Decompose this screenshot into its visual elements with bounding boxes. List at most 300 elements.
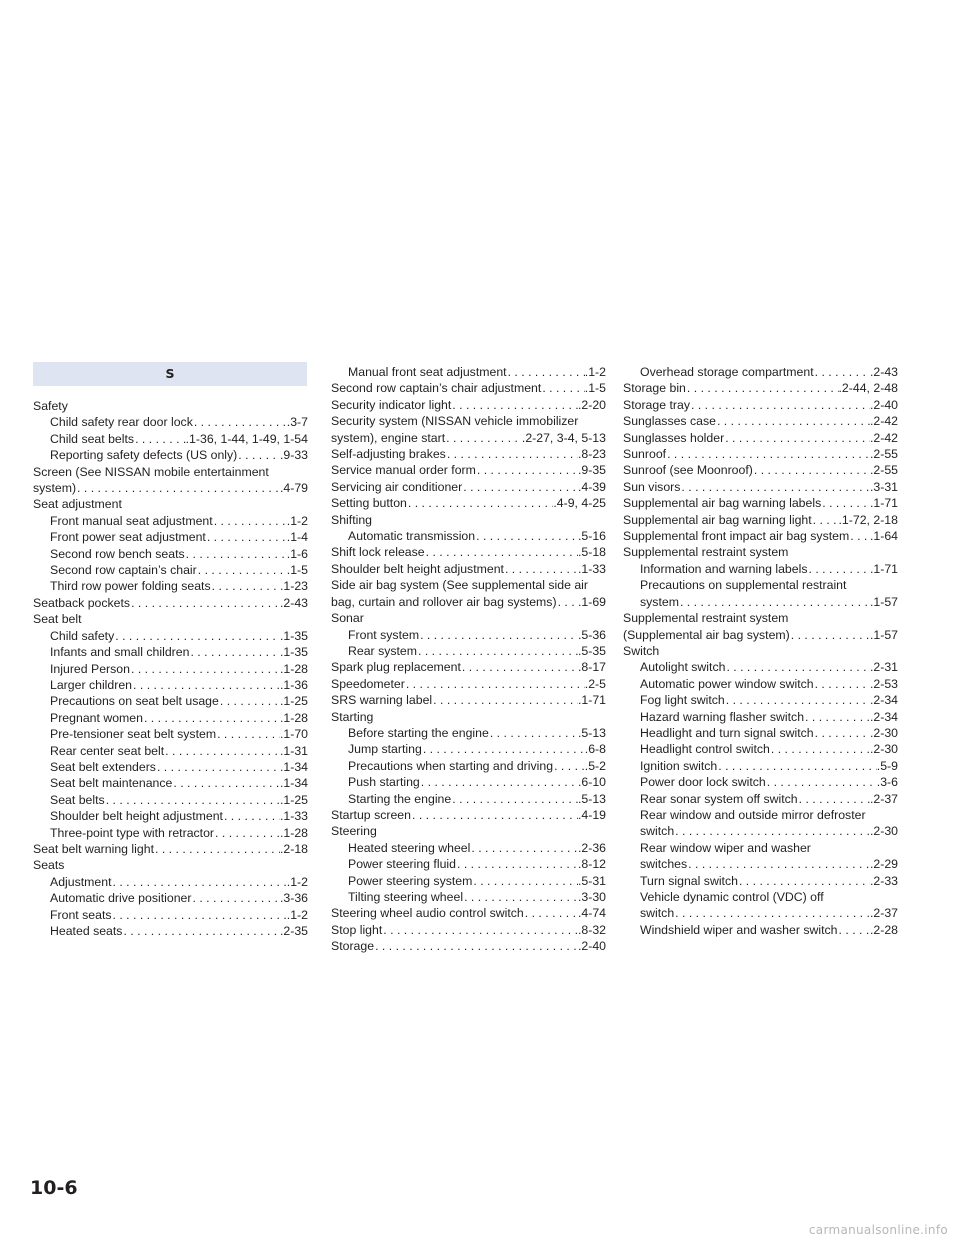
entry-page-ref: .5-18 [577, 545, 606, 560]
dot-leader [524, 905, 578, 921]
index-entry [331, 676, 606, 692]
dot-leader [219, 693, 280, 709]
dot-leader [725, 659, 870, 675]
entry-term: Power door lock switch [640, 775, 766, 790]
entry-page-ref: .2-53 [869, 676, 898, 691]
entry-term: Rear center seat belt [50, 743, 165, 758]
entry-page-ref: .1-2 [286, 907, 308, 922]
entry-term: Heated steering wheel [348, 840, 471, 855]
dot-leader [76, 480, 280, 496]
entry-page-ref: .1-71 [869, 496, 898, 511]
dot-leader [461, 659, 578, 675]
entry-term: Sun visors [623, 479, 681, 494]
dot-leader [382, 922, 578, 938]
entry-term: system [640, 594, 679, 609]
entry-page-ref: .1-57 [869, 627, 898, 642]
entry-term: Ignition switch [640, 758, 718, 773]
entry-page-ref: .1-33 [279, 809, 308, 824]
entry-term: bag, curtain and rollover air bag systems) [331, 594, 557, 609]
dot-leader [411, 807, 578, 823]
entry-page-ref: .2-27, 3-4, 5-13 [521, 430, 606, 445]
dot-leader [790, 627, 870, 643]
index-entry [33, 529, 308, 545]
entry-page-ref: .1-33 [577, 561, 606, 576]
index-entry [33, 513, 308, 529]
dot-leader [753, 462, 870, 478]
entry-term: Shoulder belt height adjustment [331, 561, 504, 576]
dot-leader [666, 446, 870, 462]
entry-page-ref: .2-37 [869, 791, 898, 806]
entry-page-ref: .2-31 [869, 660, 898, 675]
index-entry [623, 364, 898, 380]
index-entry [331, 380, 606, 396]
dot-leader [185, 546, 287, 562]
index-entry [623, 446, 898, 462]
dot-leader [717, 758, 877, 774]
section-letter: S [165, 366, 175, 381]
index-heading: Starting [331, 709, 374, 724]
entry-term: system) [33, 481, 77, 496]
entry-term: Precautions on seat belt usage [50, 694, 219, 709]
index-entry [33, 825, 308, 841]
entry-term: Headlight and turn signal switch [640, 725, 814, 740]
dot-leader [456, 856, 578, 872]
index-heading: Seat belt [33, 612, 82, 627]
dot-leader [172, 775, 280, 791]
dot-leader [156, 759, 280, 775]
index-entry [623, 725, 898, 741]
index-entry [331, 840, 606, 856]
index-entry [331, 922, 606, 938]
entry-term: switches [640, 857, 688, 872]
dot-leader [193, 414, 287, 430]
entry-page-ref: .8-23 [577, 447, 606, 462]
entry-term: Child safety rear door lock [50, 415, 193, 430]
entry-term: Precautions when starting and driving [348, 758, 554, 773]
entry-page-ref: .2-42 [869, 414, 898, 429]
index-heading: Side air bag system (See supplemental side air [331, 578, 588, 593]
index-entry [33, 890, 308, 906]
entry-term: Power steering system [348, 873, 473, 888]
index-entry [623, 741, 898, 757]
index-entry [33, 841, 308, 857]
entry-page-ref: .1-36 [279, 677, 308, 692]
entry-page-ref: .1-25 [279, 792, 308, 807]
dot-leader [504, 561, 578, 577]
dot-leader [541, 380, 584, 396]
index-entry [331, 627, 606, 643]
dot-leader [105, 792, 280, 808]
entry-term: Speedometer [331, 676, 405, 691]
entry-term: Automatic transmission [348, 529, 476, 544]
entry-page-ref: .8-12 [577, 857, 606, 872]
index-entry [33, 693, 308, 709]
entry-page-ref: .1-28 [279, 661, 308, 676]
index-entry [331, 873, 606, 889]
watermark: carmanualsonline.info [808, 1223, 948, 1237]
dot-leader [191, 890, 279, 906]
index-entry [33, 562, 308, 578]
entry-page-ref: .2-30 [869, 725, 898, 740]
index-entry [331, 791, 606, 807]
dot-leader [122, 923, 280, 939]
index-entry [331, 856, 606, 872]
entry-term: Child safety [50, 628, 115, 643]
entry-term: Before starting the engine [348, 725, 489, 740]
entry-page-ref: .2-20 [577, 397, 606, 412]
entry-term: Third row power folding seats [50, 579, 211, 594]
dot-leader [420, 774, 578, 790]
entry-term: Infants and small children [50, 645, 190, 660]
entry-page-ref: .3-30 [577, 890, 606, 904]
entry-page-ref: .5-16 [577, 529, 606, 544]
index-entry [331, 528, 606, 544]
dot-leader [451, 791, 578, 807]
index-entry [331, 479, 606, 495]
entry-term: Hazard warning flasher switch [640, 709, 805, 724]
dot-leader [849, 528, 870, 544]
entry-page-ref: .1-69 [577, 594, 606, 609]
index-entry [623, 594, 898, 610]
entry-term: SRS warning label [331, 693, 433, 708]
entry-term: Setting button [331, 496, 407, 511]
entry-term: Front system [348, 627, 420, 642]
entry-page-ref: .1-4 [286, 530, 308, 545]
entry-page-ref: .2-36 [577, 840, 606, 855]
entry-page-ref: .1-2 [286, 513, 308, 528]
index-entry [33, 759, 308, 775]
index-entry [623, 413, 898, 429]
dot-leader [446, 446, 578, 462]
dot-leader [112, 874, 287, 890]
dot-leader [679, 594, 870, 610]
entry-term: Rear sonar system off switch [640, 791, 798, 806]
entry-page-ref: .2-55 [869, 447, 898, 462]
index-entry [623, 758, 898, 774]
entry-term: Push starting [348, 775, 420, 790]
dot-leader [445, 430, 522, 446]
index-heading: Rear window and outside mirror defroster [640, 807, 866, 822]
entry-term: Automatic drive positioner [50, 891, 192, 906]
entry-page-ref: .2-18 [279, 841, 308, 856]
dot-leader [143, 710, 280, 726]
entry-term: Rear system [348, 643, 418, 658]
entry-term: Second row captain’s chair adjustment [331, 381, 542, 396]
entry-term: Reporting safety defects (US only) [50, 448, 238, 463]
entry-term: Steering wheel audio control switch [331, 906, 524, 921]
dot-leader [132, 677, 280, 693]
dot-leader [814, 364, 870, 380]
entry-term: Supplemental air bag warning light [623, 512, 812, 527]
index-entry [331, 725, 606, 741]
index-entry [33, 628, 308, 644]
entry-term: Headlight control switch [640, 742, 770, 757]
entry-page-ref: .6-8 [584, 742, 606, 757]
index-entry [623, 922, 898, 938]
entry-term: Servicing air conditioner [331, 479, 463, 494]
entry-term: Turn signal switch [640, 873, 738, 888]
dot-leader [216, 726, 280, 742]
index-entry [331, 938, 606, 954]
entry-page-ref: .2-33 [869, 873, 898, 888]
entry-page-ref: .1-2 [286, 874, 308, 889]
index-entry [33, 907, 308, 923]
entry-term: Sunroof (see Moonroof) [623, 463, 753, 478]
index-entry [33, 447, 308, 463]
dot-leader [766, 774, 877, 790]
entry-page-ref: .1-25 [279, 694, 308, 709]
entry-term: Tilting steering wheel [348, 890, 464, 904]
dot-leader [738, 873, 870, 889]
entry-page-ref: .1-64 [869, 529, 898, 544]
dot-leader [674, 905, 870, 921]
entry-page-ref: .3-36 [279, 891, 308, 906]
entry-page-ref: .8-17 [577, 660, 606, 675]
index-entry [33, 677, 308, 693]
entry-page-ref: .1-72, 2-18 [838, 512, 898, 527]
index-entry [623, 528, 898, 544]
entry-term: Storage tray [623, 397, 690, 412]
dot-leader [462, 479, 578, 495]
index-entry [623, 495, 898, 511]
index-column-2 [331, 364, 606, 955]
index-entry [331, 659, 606, 675]
entry-page-ref: .2-35 [279, 924, 308, 938]
dot-leader [770, 741, 870, 757]
index-entry [623, 873, 898, 889]
index-entry [331, 397, 606, 413]
dot-leader [686, 380, 839, 396]
dot-leader [489, 725, 578, 741]
dot-leader [557, 594, 578, 610]
entry-page-ref: .2-55 [869, 463, 898, 478]
index-entry [331, 905, 606, 921]
index-entry [623, 512, 898, 528]
entry-term: Service manual order form [331, 463, 476, 478]
dot-leader [553, 758, 585, 774]
entry-term: switch [640, 824, 675, 839]
dot-leader [716, 413, 870, 429]
dot-leader [690, 397, 870, 413]
entry-term: Jump starting [348, 742, 422, 757]
entry-page-ref: .8-32 [577, 922, 606, 937]
entry-term: Fog light switch [640, 693, 725, 708]
index-heading: Security system (NISSAN vehicle immobilizer [331, 414, 579, 429]
entry-page-ref: .1-34 [279, 759, 308, 774]
dot-leader [687, 856, 870, 872]
entry-page-ref: .4-9, 4-25 [553, 496, 606, 511]
index-column-1 [33, 398, 308, 939]
dot-leader [475, 528, 578, 544]
index-entry [331, 758, 606, 774]
entry-term: Pre-tensioner seat belt system [50, 727, 217, 742]
entry-term: Sunroof [623, 447, 667, 462]
entry-page-ref: .1-57 [869, 594, 898, 609]
index-heading: Steering [331, 824, 377, 839]
entry-page-ref: .4-79 [279, 481, 308, 496]
index-entry [331, 462, 606, 478]
entry-page-ref: .2-42 [869, 430, 898, 445]
dot-leader [405, 676, 585, 692]
dot-leader [114, 628, 280, 644]
entry-term: Heated seats [50, 924, 123, 938]
entry-term: Larger children [50, 677, 133, 692]
entry-term: Seat belt warning light [33, 841, 154, 856]
index-entry [33, 644, 308, 660]
entry-term: (Supplemental air bag system) [623, 627, 790, 642]
entry-page-ref: .2-43 [279, 595, 308, 610]
entry-page-ref: .2-43 [869, 365, 898, 379]
dot-leader [214, 825, 280, 841]
entry-page-ref: .6-10 [577, 775, 606, 790]
index-heading: Supplemental restraint system [623, 611, 789, 626]
entry-term: Power steering fluid [348, 857, 456, 872]
entry-term: Supplemental front impact air bag system [623, 529, 850, 544]
entry-page-ref: .2-44, 2-48 [838, 381, 898, 396]
entry-term: Seat belt maintenance [50, 776, 173, 791]
index-entry [33, 743, 308, 759]
index-heading: Precautions on supplemental restraint [640, 578, 847, 593]
index-entry [623, 774, 898, 790]
index-entry [33, 710, 308, 726]
dot-leader [154, 841, 280, 857]
index-entry [33, 595, 308, 611]
index-entry [623, 905, 898, 921]
index-entry [33, 874, 308, 890]
dot-leader [130, 595, 280, 611]
dot-leader [476, 462, 578, 478]
entry-term: Supplemental air bag warning labels [623, 496, 822, 511]
dot-leader [197, 562, 287, 578]
entry-page-ref: .1-70 [279, 727, 308, 742]
entry-page-ref: .5-36 [577, 627, 606, 642]
index-heading: Rear window wiper and washer [640, 840, 811, 855]
dot-leader [451, 397, 578, 413]
dot-leader [463, 889, 578, 905]
index-entry [623, 692, 898, 708]
entry-term: Pregnant women [50, 710, 143, 725]
index-entry [331, 446, 606, 462]
index-entry [33, 480, 308, 496]
entry-page-ref: .1-36, 1-44, 1-49, 1-54 [185, 431, 308, 446]
index-entry [33, 578, 308, 594]
entry-term: Injured Person [50, 661, 130, 676]
entry-term: Self-adjusting brakes [331, 447, 446, 462]
entry-page-ref: .1-35 [279, 628, 308, 643]
index-entry [331, 741, 606, 757]
entry-page-ref: .4-39 [577, 479, 606, 494]
dot-leader [206, 529, 287, 545]
dot-leader [470, 840, 578, 856]
entry-page-ref: .2-5 [584, 676, 606, 691]
entry-page-ref: .1-23 [279, 579, 308, 594]
index-entry [623, 659, 898, 675]
index-entry [623, 856, 898, 872]
entry-term: Sunglasses holder [623, 430, 725, 445]
entry-term: Three-point type with retractor [50, 825, 215, 840]
dot-leader [814, 725, 870, 741]
dot-leader [112, 907, 287, 923]
index-entry [623, 627, 898, 643]
dot-leader [804, 709, 870, 725]
entry-term: Seatback pockets [33, 595, 131, 610]
index-heading: Seat adjustment [33, 497, 122, 512]
entry-term: Front power seat adjustment [50, 530, 206, 545]
index-entry [331, 430, 606, 446]
index-entry [33, 923, 308, 939]
entry-page-ref: .2-30 [869, 742, 898, 757]
entry-term: Startup screen [331, 807, 411, 822]
entry-page-ref: .1-35 [279, 645, 308, 660]
dot-leader [821, 495, 870, 511]
dot-leader [417, 643, 578, 659]
entry-term: Child seat belts [50, 431, 135, 446]
entry-term: Security indicator light [331, 397, 452, 412]
entry-page-ref: .2-37 [869, 906, 898, 921]
entry-page-ref: .9-33 [279, 448, 308, 463]
index-entry [331, 774, 606, 790]
entry-term: Front seats [50, 907, 112, 922]
dot-leader [674, 823, 870, 839]
index-column-3 [623, 364, 898, 938]
dot-leader [419, 627, 578, 643]
dot-leader [213, 513, 287, 529]
index-heading: Sonar [331, 611, 364, 626]
index-entry [33, 546, 308, 562]
index-heading: Shifting [331, 512, 373, 527]
index-entry [33, 431, 308, 447]
index-entry [623, 709, 898, 725]
entry-page-ref: .1-31 [279, 743, 308, 758]
dot-leader [432, 692, 578, 708]
index-entry [33, 808, 308, 824]
entry-page-ref: .2-40 [869, 397, 898, 412]
dot-leader [425, 544, 578, 560]
entry-term: switch [640, 906, 675, 921]
entry-term: Overhead storage compartment [640, 365, 814, 379]
dot-leader [374, 938, 578, 954]
entry-page-ref: .5-13 [577, 725, 606, 740]
index-entry [623, 791, 898, 807]
dot-leader [130, 661, 280, 677]
entry-page-ref: .1-5 [584, 381, 606, 396]
entry-term: Seat belts [50, 792, 105, 807]
entry-term: Windshield wiper and washer switch [640, 922, 838, 937]
dot-leader [798, 791, 870, 807]
entry-page-ref: .3-31 [869, 479, 898, 494]
entry-term: Autolight switch [640, 660, 726, 675]
entry-term: Starting the engine [348, 791, 452, 806]
entry-page-ref: .2-34 [869, 709, 898, 724]
index-entry [33, 792, 308, 808]
index-entry [623, 397, 898, 413]
index-entry [623, 561, 898, 577]
index-entry [623, 823, 898, 839]
dot-leader [237, 447, 280, 463]
index-entry [623, 479, 898, 495]
index-entry [331, 889, 606, 905]
entry-page-ref: .2-40 [577, 939, 606, 954]
entry-page-ref: .9-35 [577, 463, 606, 478]
index-entry [331, 495, 606, 511]
entry-term: Shoulder belt height adjustment [50, 809, 223, 824]
entry-term: system), engine start [331, 430, 446, 445]
entry-term: Adjustment [50, 874, 112, 889]
index-heading: Screen (See NISSAN mobile entertainment [33, 464, 269, 479]
index-heading: Switch [623, 643, 660, 658]
entry-term: Front manual seat adjustment [50, 513, 213, 528]
index-entry [331, 544, 606, 560]
